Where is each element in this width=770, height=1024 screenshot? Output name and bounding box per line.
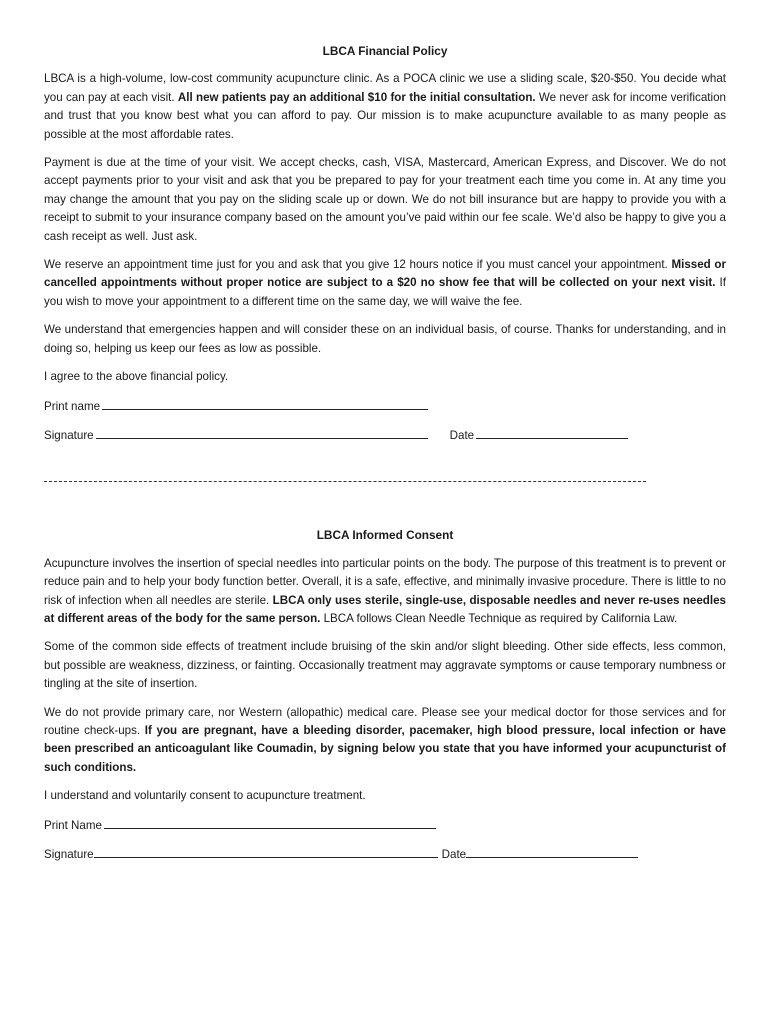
financial-policy-agreement: I agree to the above financial policy. (44, 370, 229, 384)
signature-label: Signature (44, 848, 94, 861)
financial-signature-field[interactable] (96, 426, 428, 439)
print-name-label: Print name (44, 399, 101, 413)
financial-policy-title: LBCA Financial Policy (322, 44, 448, 58)
informed-consent-section (44, 526, 726, 864)
section-divider (44, 481, 646, 482)
print-name-label: Print Name (44, 818, 102, 832)
financial-policy-paragraph-3: We reserve an appointment time just for you and ask that you give 12 hours notice if you must cancel your appointment. Missed or cancelled appointments without proper notice are subject to a $20 no show fee that will be collected on your next visit. If you wish to move your appointment to a different time on the same day, we will waive the fee. (44, 258, 726, 308)
consent-date-field[interactable] (466, 845, 638, 858)
financial-date-field[interactable] (476, 426, 628, 439)
financial-print-name-field[interactable] (102, 397, 428, 410)
date-label: Date (449, 428, 475, 442)
consent-statement: I understand and voluntarily consent to acupuncture treatment. (44, 789, 366, 803)
signature-label: Signature (44, 428, 94, 442)
financial-policy-paragraph-4: We understand that emergencies happen and will consider these on an individual basis, of course. Thanks for understanding, and in doing so, helping us keep our fees as low as possible. (44, 323, 726, 355)
no-show-fee-notice: Missed or cancelled appointments without proper notice are subject to a $20 no show fee that will be collected on your next visit. (44, 258, 726, 290)
informed-consent-title: LBCA Informed Consent (316, 528, 454, 543)
financial-policy-paragraph-2: Payment is due at the time of your visit. We accept checks, cash, VISA, Mastercard, American Express, and Discover. We do not accept payments prior to your visit and ask that you be prepared to pay for your treatment each time you come in. At any time you may change the amount that you pay on the sliding scale up or down. We do not bill insurance but are happy to provide you with a receipt to submit to your insurance company based on the amount you’ve paid within our fee scale. We’d also be happy to give you a cash receipt as well. Just ask. (44, 156, 726, 243)
financial-policy-paragraph-1: LBCA is a high-volume, low-cost community acupuncture clinic. As a POCA clinic we use a sliding scale, $20-$50. You decide what you can pay at each visit. All new patients pay an additional $10 for the initial consultation. We never ask for income verification and trust that you know best what you can afford to pay. Our mission is to make acupuncture available to as many people as possible at the most affordable rates. (44, 72, 726, 141)
informed-consent-paragraph-1: Acupuncture involves the insertion of special needles into particular points on the body. The purpose of this treatment is to prevent or reduce pain and to help your body function better. Overall, it is a safe, effective, and minimally invasive procedure. There is little to no risk of infection when all needles are sterile. LBCA only uses sterile, single-use, disposable needles and never re-uses needles at different areas of the body for the same person. LBCA follows Clean Needle Technique as required by California Law. (44, 556, 727, 625)
financial-signature-row (44, 426, 726, 445)
consent-print-name-row (44, 816, 726, 835)
medical-conditions-notice: If you are pregnant, have a bleeding disorder, pacemaker, high blood pressure, local infection or have been prescribed an anticoagulant like Coumadin, by signing below you state that you have informed your acupuncturist of such conditions. (44, 723, 726, 774)
document-page (44, 42, 726, 874)
consent-signature-field[interactable] (94, 845, 438, 858)
new-patient-fee-notice: All new patients pay an additional $10 for the initial consultation. (177, 90, 536, 104)
date-label: Date (441, 848, 467, 861)
informed-consent-paragraph-2: Some of the common side effects of treatment include bruising of the skin and/or slight bleeding. Other side effects, less common, but possible are weakness, dizziness, or fainting. Occasionally treatment may aggravate symptoms or cause temporary numbness or tingling at the site of insertion. (44, 640, 726, 691)
informed-consent-paragraph-3: We do not provide primary care, nor Western (allopathic) medical care. Please see your medical doctor for those services and for routine check-ups. If you are pregnant, have a bleeding disorder, pacemaker, high blood pressure, local infection or have been prescribed an anticoagulant like Coumadin, by signing below you state that you have informed your acupuncturist of such conditions. (44, 705, 726, 774)
consent-print-name-field[interactable] (104, 816, 436, 829)
sterile-needles-notice: LBCA only uses sterile, single-use, disposable needles and never re-uses needles at different areas of the body for the same person. (44, 593, 727, 625)
consent-signature-row (44, 845, 726, 864)
financial-print-name-row (44, 397, 726, 416)
